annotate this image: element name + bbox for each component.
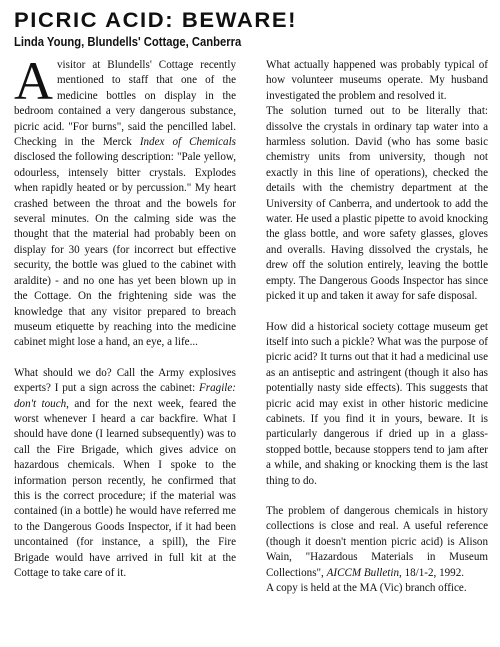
drop-cap: A — [14, 51, 53, 111]
paragraph-text: disclosed the following description: "Pale yellow, odourless, intensely bitter crystals. Explodes when rapidly heated or by percussion." My heart crashed between the throat and the bowels for several minutes. On the calming side was the thought that the material had probably been on display for 30 years (for incorrect but effective security, the bottle was glued to the cabinet with araldite) - and no one has yet been blown up in the Cottage. On the frightening side was the knowledge that any visitor prepared to breach museum etiquette by reaching into the medicine cabinet might lose a hand, an eye, a life... — [14, 151, 236, 349]
italic-text: Fragile: don't touch — [14, 382, 236, 410]
paragraph — [14, 366, 236, 582]
right-column — [266, 58, 488, 596]
paragraph: What actually happened was probably typical of how volunteer museums operate. My husband investigated the problem and resolved it. — [266, 59, 488, 102]
article-body — [14, 51, 488, 596]
paragraph-text: , and for the next week, feared the worst whenever I heard a car backfire. What I should have done (I learned subsequently) was to call the Fire Brigade, which gives advice on hazardous chemicals. When I spoke to the information person recently, he confirmed that this is the correct procedure; if the material was contained (in a bottle) he would have referred me to the Dangerous Goods Inspector, if it had been uncontained (for instance, a spill), the Fire Brigade would have arrived in full kit at the Cottage to take care of it. — [14, 397, 236, 579]
left-column — [14, 51, 236, 596]
paragraph-text: The problem of dangerous chemicals in history collections is close and real. A useful reference (though it doesn't mention picric acid) is Alison Wain, "Hazardous Materials in Museum Collections", — [266, 504, 488, 579]
paragraph-text: visitor at Blundells' Cottage recently mentioned to staff that one of the medicine bottles on display in the bedroom contained a very dangerous substance, picric acid. "For burns", said the pencilled label. Checking in the Merck — [14, 59, 236, 149]
paragraph — [266, 504, 488, 581]
italic-text: AICCM Bulletin — [326, 566, 400, 579]
paragraph — [14, 51, 236, 351]
paragraph-text: , 18/1-2, 1992. — [399, 566, 465, 579]
article-byline: Linda Young, Blundells' Cottage, Canberra — [14, 35, 242, 49]
italic-text: Index of Chemicals — [139, 136, 236, 149]
paragraph-text: What should we do? Call the Army explosives experts? I put a sign across the cabinet: — [14, 366, 236, 395]
paragraph: How did a historical society cottage museum get itself into such a pickle? What was the purpose of picric acid? It turns out that it had a medicinal use as an antiseptic and astringent (though it also has potentially nasty side effects). This suggests that picric acid may exist in other historic medicine cabinets. If you find it in yours, beware. It is particularly dangerous if dried up in a glass-stopped bottle, because stoppers tend to jam after a while, and shaking or knocking them is the last thing to do. — [266, 320, 488, 487]
paragraph: The solution turned out to be literally that: dissolve the crystals in ordinary tap water into a harmless solution. David (who has some basic chemistry units from university, though not exactly in this line of operations), checked the details with the chemistry department at the University of Canberra, and undertook to add the water. He used a plastic pipette to avoid knocking the glass bottle, and wore safety glasses, gloves and overalls. Having dissolved the crystals, he drew off the solution entirely, leaving the bottle empty. The Dangerous Goods Inspector has since picked it up and taken it away for safe disposal. — [266, 105, 488, 303]
article-title: PICRIC ACID: BEWARE! — [14, 9, 298, 32]
paragraph: A copy is held at the MA (Vic) branch office. — [266, 582, 467, 594]
